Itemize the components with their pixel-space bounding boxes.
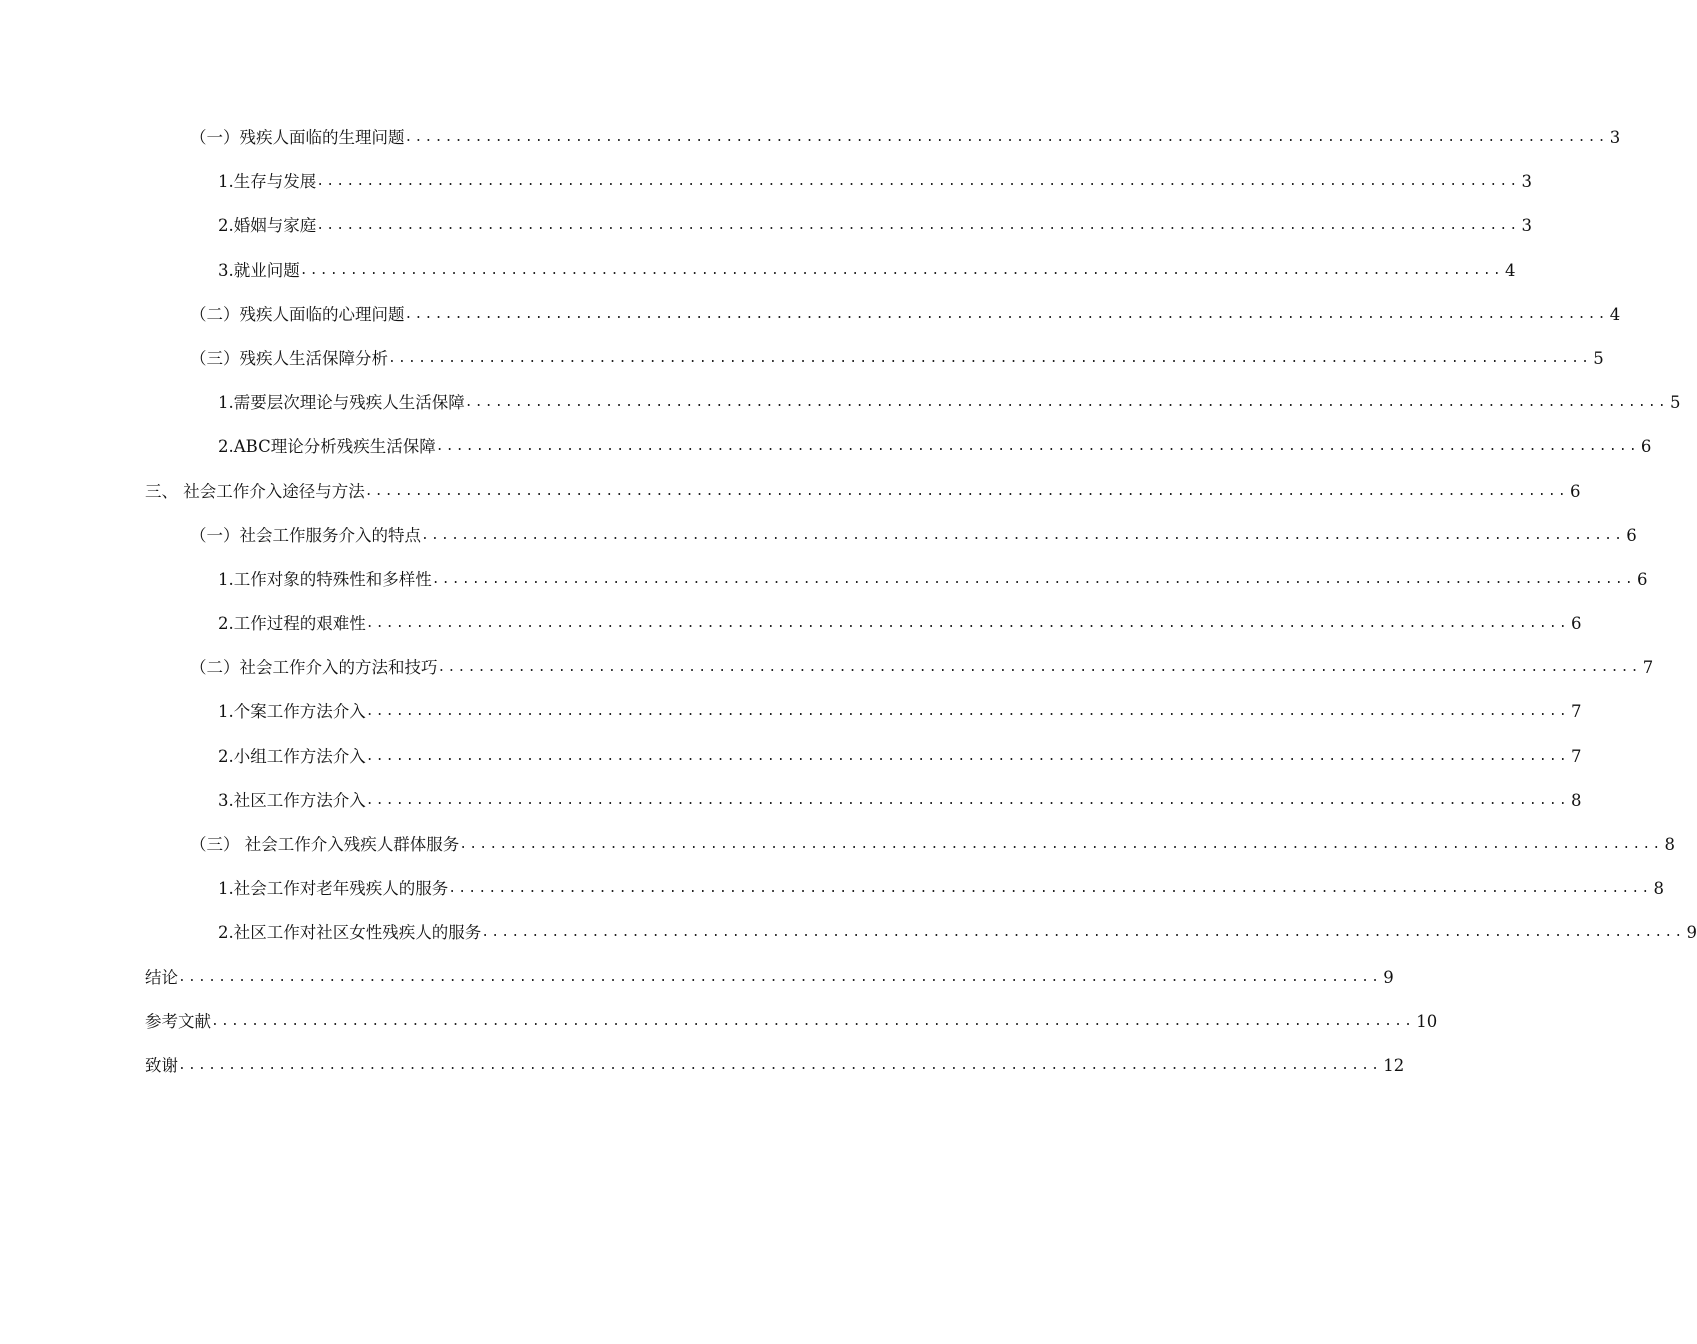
toc-entry-page: 7 xyxy=(1642,658,1654,678)
toc-entry-page: 6 xyxy=(1626,525,1637,545)
toc-entry-page: 4 xyxy=(1609,304,1621,324)
toc-entry-page: 7 xyxy=(1570,702,1582,722)
toc-entry-page: 6 xyxy=(1640,437,1652,457)
toc-entry[interactable] xyxy=(0,956,1394,1000)
toc-entry-title: 1.工作对象的特殊性和多样性 xyxy=(218,569,432,589)
toc-entry-leader: ........................................................................................................................ xyxy=(365,792,1569,808)
toc-entry-title: 1.需要层次理论与残疾人生活保障 xyxy=(218,393,465,413)
toc-entry-leader: ........................................................................................................................ xyxy=(437,660,1641,676)
toc-entry-page: 6 xyxy=(1570,614,1582,634)
toc-entry-title: 1.个案工作方法介入 xyxy=(218,702,366,722)
toc-entry[interactable] xyxy=(0,867,1664,911)
toc-entry-leader: ........................................................................................................................ xyxy=(365,748,1569,764)
toc-entry[interactable] xyxy=(0,514,1637,558)
toc-entry-leader: ........................................................................................................................ xyxy=(459,837,1663,852)
toc-entry[interactable] xyxy=(0,160,1532,204)
toc-entry-leader: ........................................................................................................................ xyxy=(404,306,1608,322)
toc-entry[interactable] xyxy=(0,381,1681,425)
toc-entry[interactable] xyxy=(0,602,1582,646)
toc-entry-page: 7 xyxy=(1570,746,1582,766)
toc-entry-leader: ........................................................................................................................ xyxy=(435,439,1639,455)
toc-entry[interactable] xyxy=(0,470,1581,514)
toc-entry-title: （二）残疾人面临的心理问题 xyxy=(190,304,405,324)
toc-entry[interactable] xyxy=(0,558,1648,602)
toc-entry[interactable] xyxy=(0,646,1654,690)
toc-entry-title: 2.婚姻与家庭 xyxy=(218,216,317,236)
toc-entry-leader: ........................................................................................................................ xyxy=(178,1057,1382,1073)
toc-entry[interactable] xyxy=(0,690,1582,734)
toc-entry-page: 10 xyxy=(1416,1011,1438,1031)
toc-entry-leader: ........................................................................................................................ xyxy=(211,1013,1415,1029)
toc-entry[interactable] xyxy=(0,911,1697,955)
toc-entry-page: 6 xyxy=(1569,481,1581,501)
table-of-contents xyxy=(0,116,1697,1088)
toc-entry-leader: ........................................................................................................................ xyxy=(431,571,1635,587)
toc-entry-leader: ........................................................................................................................ xyxy=(178,969,1382,985)
toc-entry[interactable] xyxy=(0,293,1621,337)
toc-entry-page: 5 xyxy=(1669,393,1681,413)
toc-entry[interactable] xyxy=(0,1000,1438,1044)
toc-entry-page: 6 xyxy=(1636,569,1648,589)
toc-entry-leader: ........................................................................................................................ xyxy=(481,925,1685,941)
toc-entry[interactable] xyxy=(0,779,1582,823)
toc-entry-title: 3.就业问题 xyxy=(218,260,300,280)
toc-entry[interactable] xyxy=(0,204,1532,248)
toc-entry-title: （一）残疾人面临的生理问题 xyxy=(190,128,405,147)
toc-entry-page: 3 xyxy=(1521,216,1532,236)
toc-entry-page: 3 xyxy=(1521,172,1532,192)
toc-entry-leader: ........................................................................................................................ xyxy=(316,174,1520,190)
toc-entry-title: （三） 社会工作介入残疾人群体服务 xyxy=(190,835,460,854)
toc-entry-title: 3.社区工作方法介入 xyxy=(218,790,366,810)
toc-entry-title: （三）残疾人生活保障分析 xyxy=(190,348,388,368)
toc-entry[interactable] xyxy=(0,337,1604,381)
toc-entry-title: 致谢 xyxy=(145,1055,178,1075)
toc-entry-leader: ........................................................................................................................ xyxy=(316,218,1520,234)
toc-entry-page: 8 xyxy=(1570,790,1582,810)
toc-entry-title: 三、 社会工作介入途径与方法 xyxy=(145,481,365,501)
toc-entry-title: （二）社会工作介入的方法和技巧 xyxy=(190,658,438,678)
toc-entry-leader: ........................................................................................................................ xyxy=(448,881,1652,897)
toc-entry[interactable] xyxy=(0,1044,1405,1088)
toc-entry-leader: ........................................................................................................................ xyxy=(404,130,1608,145)
toc-entry-title: 1.社会工作对老年残疾人的服务 xyxy=(218,879,449,899)
toc-entry-leader: ........................................................................................................................ xyxy=(388,350,1592,366)
toc-entry-title: （一）社会工作服务介入的特点 xyxy=(190,525,421,545)
toc-entry-title: 2.小组工作方法介入 xyxy=(218,746,366,766)
toc-entry-leader: ........................................................................................................................ xyxy=(464,395,1668,411)
toc-entry-page: 4 xyxy=(1504,260,1516,280)
toc-entry-page: 8 xyxy=(1664,835,1675,854)
toc-entry-page: 12 xyxy=(1383,1055,1405,1075)
toc-entry-page: 8 xyxy=(1653,879,1664,899)
toc-entry-leader: ........................................................................................................................ xyxy=(299,262,1503,278)
toc-entry-title: 2.ABC理论分析残疾生活保障 xyxy=(218,437,436,457)
toc-entry[interactable] xyxy=(0,823,1675,867)
toc-entry-title: 参考文献 xyxy=(145,1011,211,1031)
toc-entry-title: 1.生存与发展 xyxy=(218,172,317,192)
toc-entry-page: 9 xyxy=(1383,967,1394,987)
toc-entry-leader: ........................................................................................................................ xyxy=(421,527,1625,543)
toc-entry-leader: ........................................................................................................................ xyxy=(364,483,1568,499)
toc-entry-leader: ........................................................................................................................ xyxy=(365,704,1569,720)
toc-entry-page: 3 xyxy=(1609,128,1621,147)
toc-entry-page: 5 xyxy=(1593,348,1604,368)
toc-entry[interactable] xyxy=(0,249,1516,293)
toc-entry[interactable] xyxy=(0,735,1582,779)
toc-entry-title: 2.工作过程的艰难性 xyxy=(218,614,366,634)
toc-entry[interactable] xyxy=(0,425,1652,469)
toc-entry-leader: ........................................................................................................................ xyxy=(365,616,1569,632)
toc-entry[interactable] xyxy=(0,116,1621,160)
toc-entry-page: 9 xyxy=(1686,923,1697,943)
toc-entry-title: 结论 xyxy=(145,967,178,987)
toc-entry-title: 2.社区工作对社区女性残疾人的服务 xyxy=(218,923,482,943)
